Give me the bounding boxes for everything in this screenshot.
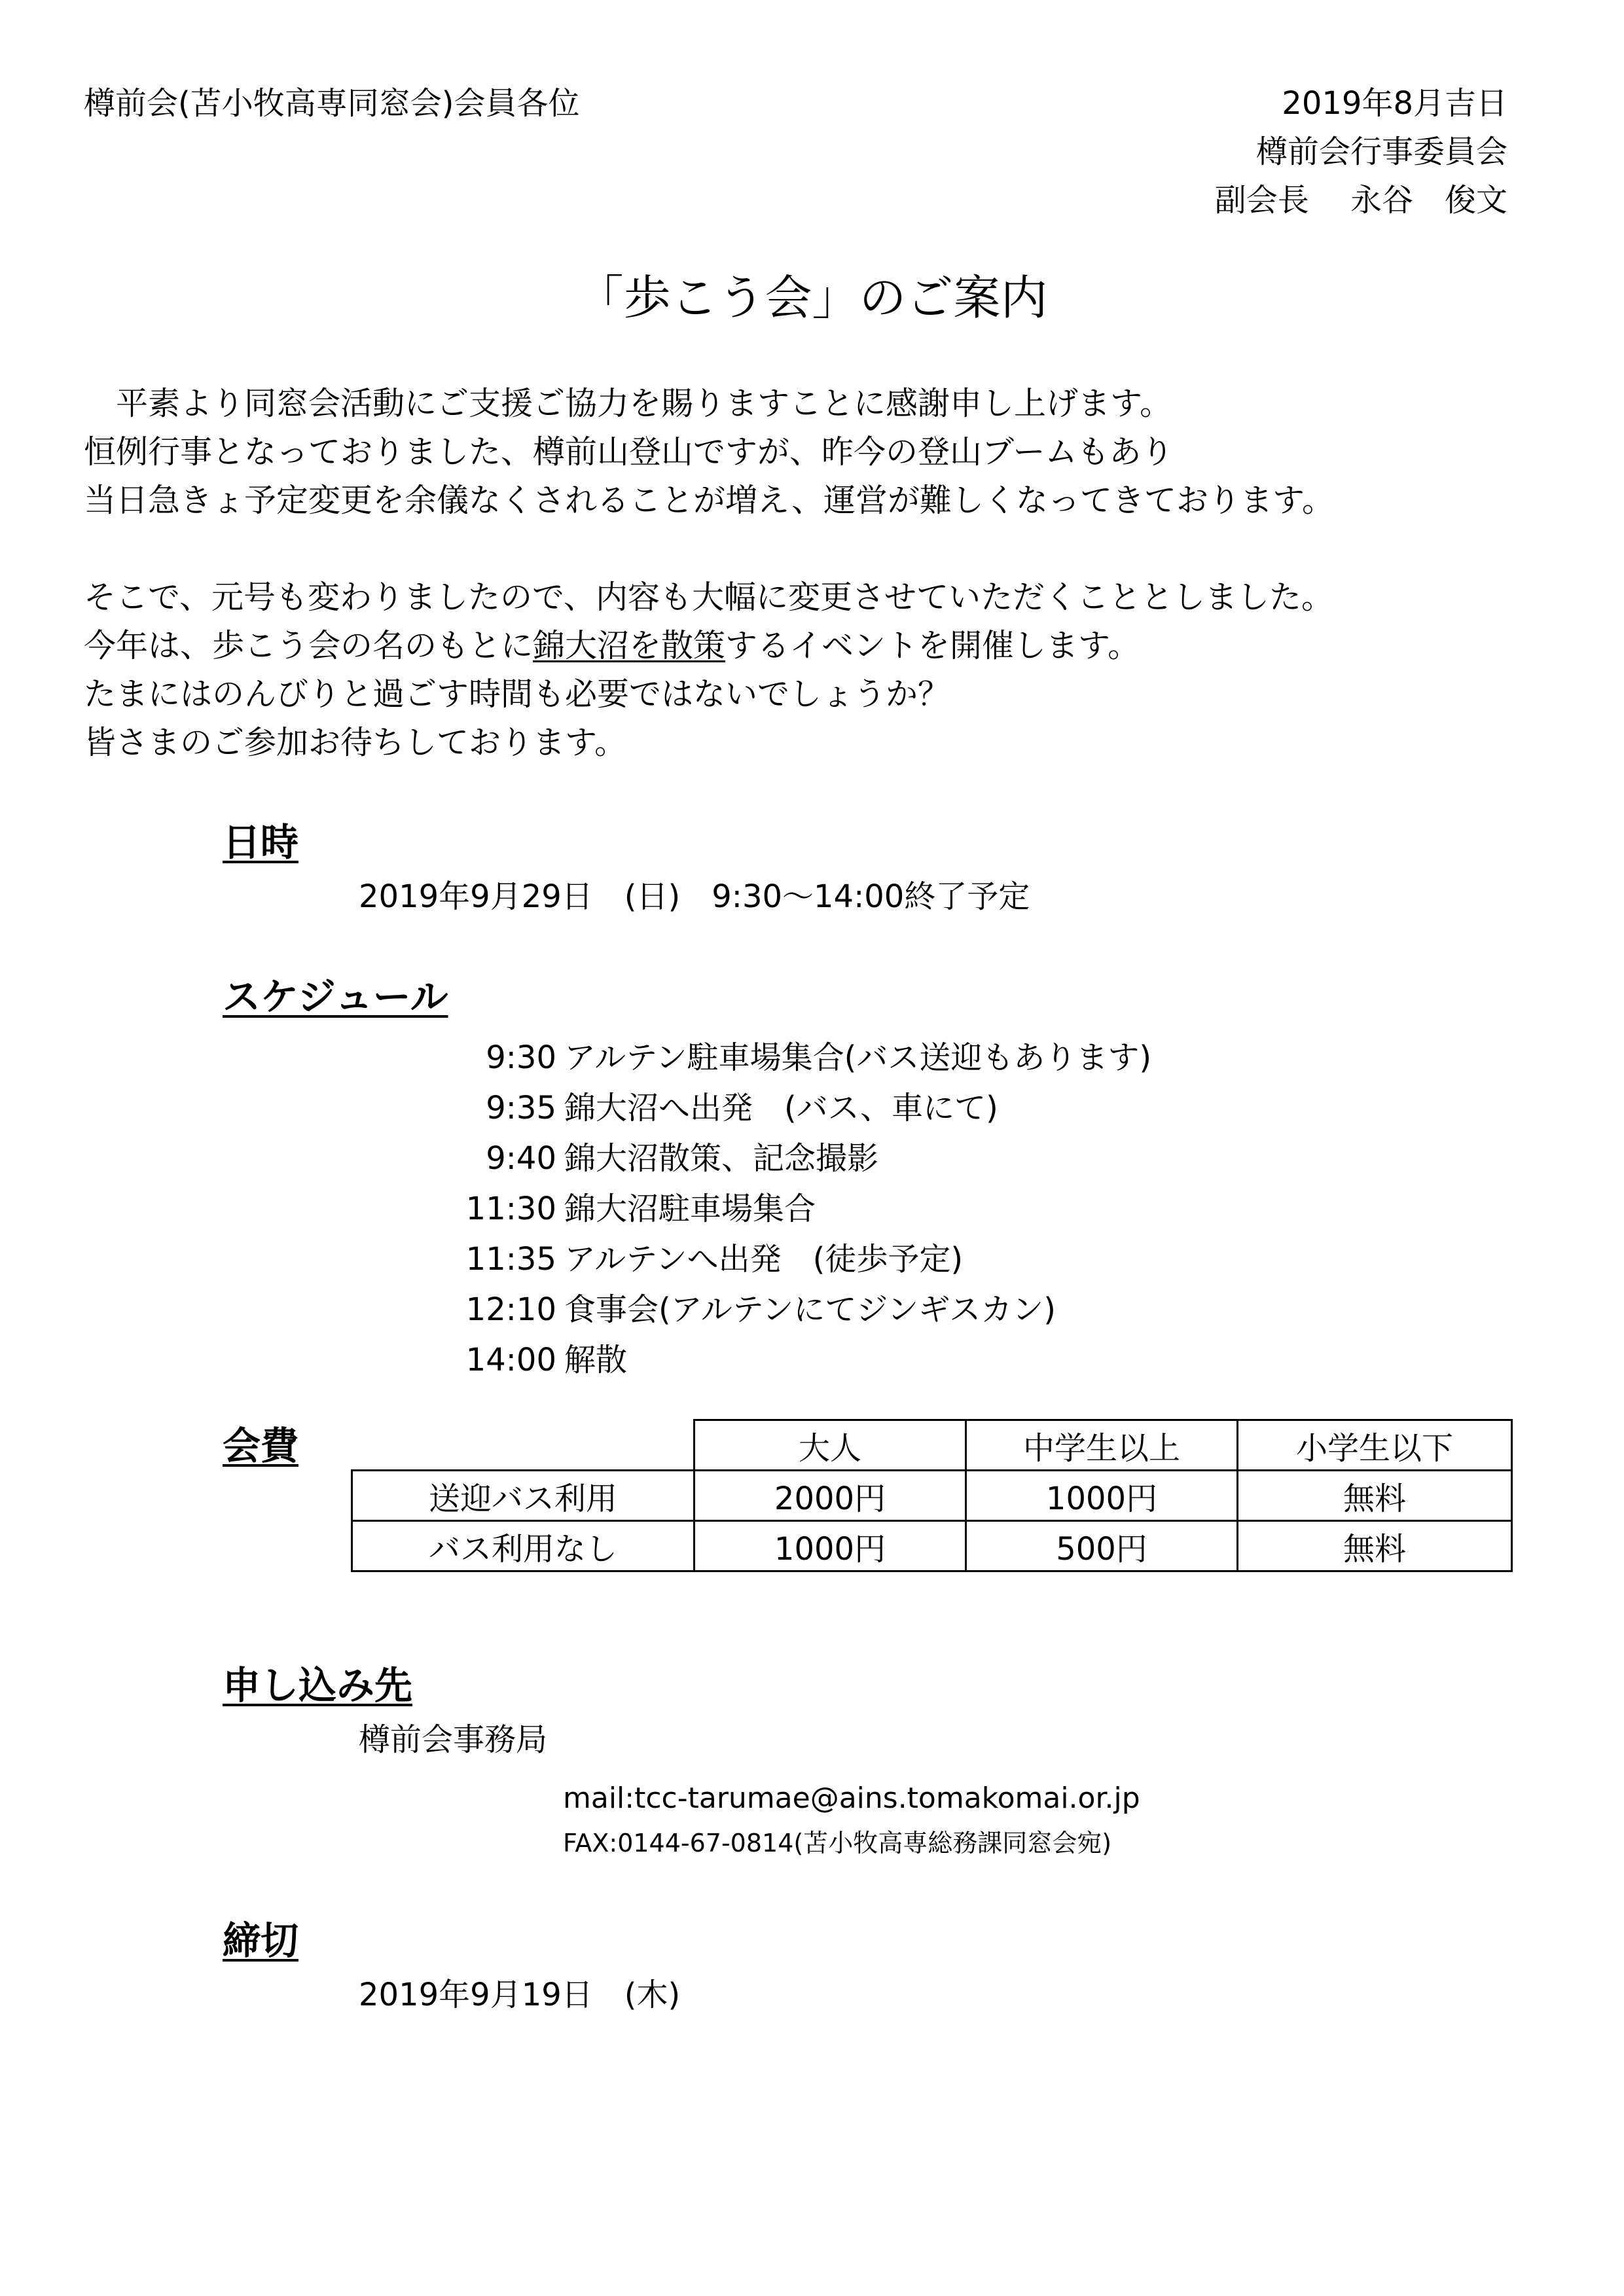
row-label: 送迎バス利用 [352, 1471, 695, 1521]
application-heading: 申し込み先 [223, 1663, 413, 1708]
schedule-activity: 錦大沼へ出発 (バス、車にて) [564, 1090, 998, 1126]
schedule-activity: 解散 [564, 1342, 628, 1378]
datetime-heading: 日時 [223, 820, 299, 865]
schedule-list [458, 1033, 1151, 1386]
column-header: 小学生以下 [1238, 1420, 1512, 1471]
schedule-activity: 食事会(アルテンにてジンギスカン) [564, 1291, 1056, 1328]
addressee: 樽前会(苫小牧高専同窓会)会員各位 [84, 85, 580, 122]
event-location-highlight: 錦大沼を散策 [533, 627, 726, 664]
body-line: たまにはのんびりと過ごす時間も必要ではないでしょうか？ [84, 675, 950, 713]
schedule-time: 12:10 [465, 1291, 556, 1328]
body-line: そこで、元号も変わりましたので、内容も大幅に変更させていただくこととしました。 [84, 579, 1334, 616]
committee-name: 樽前会行事委員会 [1255, 134, 1507, 170]
sender-block [1215, 84, 1507, 229]
schedule-item [458, 1234, 1151, 1285]
table-cell: 500円 [966, 1521, 1238, 1571]
schedule-time: 9:35 [486, 1090, 556, 1126]
contact-fax: FAX:0144-67-0814(苫小牧高専総務課同窓会宛) [563, 1829, 1112, 1857]
table-cell: 無料 [1238, 1471, 1512, 1521]
column-header: 中学生以上 [966, 1420, 1238, 1471]
row-label: バス利用なし [352, 1521, 695, 1571]
schedule-time: 11:30 [465, 1191, 556, 1227]
table-header-row [352, 1420, 1512, 1471]
paragraph-gap [84, 525, 1334, 573]
fees-heading: 会費 [223, 1424, 299, 1468]
table-cell: 1000円 [695, 1521, 966, 1571]
schedule-time: 9:30 [486, 1039, 556, 1076]
table-cell: 2000円 [695, 1471, 966, 1521]
schedule-activity: アルテン駐車場集合(バス送迎もあります) [564, 1039, 1152, 1076]
schedule-item [458, 1184, 1151, 1234]
signatory: 副会長 永谷 俊文 [1214, 182, 1507, 219]
table-corner [352, 1420, 695, 1471]
schedule-item [458, 1083, 1151, 1134]
column-header: 大人 [695, 1420, 966, 1471]
body-line: 当日急きょ予定変更を余儀なくされることが増え、運営が難しくなってきております。 [84, 482, 1335, 519]
office-name: 樽前会事務局 [359, 1721, 548, 1758]
table-cell: 無料 [1238, 1521, 1512, 1571]
schedule-heading: スケジュール [223, 975, 448, 1019]
schedule-item [458, 1285, 1151, 1335]
schedule-activity: 錦大沼駐車場集合 [564, 1191, 816, 1227]
schedule-item [458, 1335, 1151, 1386]
schedule-item [458, 1134, 1151, 1184]
body-line: 今年は、歩こう会の名のもとに錦大沼を散策するイベントを開催します。 [84, 627, 1140, 664]
schedule-time: 9:40 [486, 1140, 556, 1177]
schedule-time: 11:35 [465, 1241, 556, 1278]
schedule-activity: アルテンへ出発 (徒歩予定) [564, 1241, 964, 1278]
fees-table [351, 1419, 1513, 1572]
deadline-heading: 締切 [223, 1918, 299, 1963]
body-text [84, 380, 1334, 767]
table-cell: 1000円 [966, 1471, 1238, 1521]
body-line: 皆さまのご参加お待ちしております。 [84, 724, 627, 761]
body-line: 平素より同窓会活動にご支援ご協力を賜りますことに感謝申し上げます。 [116, 385, 1172, 422]
datetime-value: 2019年9月29日 (日) 9:30～14:00終了予定 [359, 878, 1030, 915]
schedule-time: 14:00 [465, 1342, 556, 1378]
deadline-value: 2019年9月19日 (木) [359, 1977, 681, 2013]
page-title: 「歩こう会」のご案内 [576, 270, 1048, 325]
contact-email[interactable]: mail:tcc-tarumae@ains.tomakomai.or.jp [563, 1782, 1140, 1815]
table-row [352, 1471, 1512, 1521]
body-line: 恒例行事となっておりました、樽前山登山ですが、昨今の登山ブームもあり [84, 433, 1174, 471]
issue-date: 2019年8月吉日 [1282, 85, 1507, 122]
schedule-activity: 錦大沼散策、記念撮影 [564, 1140, 879, 1177]
table-row [352, 1521, 1512, 1571]
schedule-item [458, 1033, 1151, 1083]
